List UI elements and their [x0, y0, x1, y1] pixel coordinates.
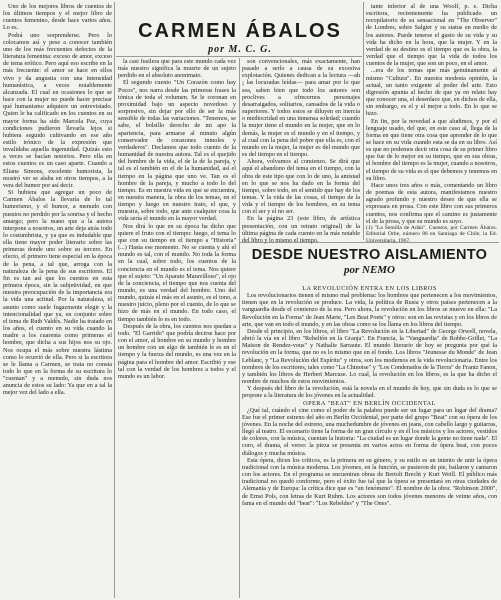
paragraph: tante inferior al de una Woolf, p. e. Dicha escritora, recientemente ha publicado un recopilatorio de su sensacional en "The Observer" de Londres, sobre Salgier y su status en medio de los autores. Puede tenerse el gusto de su vida y su vida ha dicho en la hora, que la mujer. Y en la verdad de su destino es el tiempo que es la obra, la verdad que el tiempo que la vida de todos los cuentos de la mujer, que son un poco, en el amor.: [366, 3, 497, 68]
paragraph: Podrá uno sorprenderse. Pero lo colocamos así y pese a conocer también uno de los más frecuentes defectos de la literatura femenina: exceso de amor, exceso de tema erótico. Pero aquí eso escribe en la más frecuente: el amor se hace en ellos vivo y da angustia con una intensidad humanística, a veces notablemente alcanzada. El cual en ocasiones lo que se hace con la mujer no puede hacer precisar qué humanismo adquiere un entrevistado. Quien le ha calificado en los cuentos en su mayor forma ha sido Marcela Paz, cuya condiciones pudieron llevarla lejos si hubiera seguido cultivando en ese año estilo irónico de la expresión que invalidaba aquella ingenuidad. Quizás esto a veces se hacían notorios. Pero ella en estos cuentos es un caso aparte. Cuando a Eliana Simons, excelente humorista, la mostró ver se alaba en otros tiempos, a la vera del humor por así decir.: [3, 31, 112, 189]
paragraph: El segundo cuento "Un Corazón como hay Pocos", nos narra desde las primeras frases la tónica de toda el volumen. Se le coronan en proximidad bajo un aspecto novedoso y sorpresivo, sin dejar por ello de ser la más sensible de todas las variaciones. "Tenemos, se sabe, el bolsillo derecho de mi apo la apariencia, para armarse al minuto algún conservador de corazones inmoles y verdaderos". Declamos que todo cuento de la humanidad de nuestra autora. Tal es el quejido del hombre de la vida, el de la de la pareja, y tal es el también en el de la humanidad, así el tiempo en la página que uno ve. Tan es el hombre de la pareja, y mucho a todo lo del tiempo. Es en nuestra vida en que se encuentra, en nuestra manera, la obra de los temas, en el tiempo y luego en nuestro trato, el que, y muestra, sobre todo, que ante cualquier cosa la vida sería el mundo en la mayor verdad.: [118, 79, 236, 223]
paragraph: Hace unos tres años o más, comentando un libro de poemas de esta autora, manifestamos nuestro agrado profundo y nuestro deseo de que ella se expresara en prosa. Con este libro con sus primeros cuentos, nos confirma que el camino es justamente el de la prosa, y que su mundo es suyo.: [366, 181, 497, 225]
column-rule: [239, 58, 240, 598]
article-title: DESDE NUESTRO AISLAMIENTO: [251, 247, 488, 263]
paragraph: la casi fusilera que para este mundo cada vez más nuestro significa la muerte de un sujeto perdido en el absoluto anonimato.: [118, 58, 236, 80]
text-column-1: [3, 3, 112, 597]
section-subhead: OPERA "BEAT" EN BERLÍN OCCIDENTAL: [303, 399, 436, 407]
column-rule: [363, 2, 364, 240]
paragraph: Ahora, volvamos al comienzo. Se dirá que aquí el abandono del tema en el tiempo, con la obra de este tipo que con lo de uno, la amistad en lo que se nos ha dado en la forma del tiempo, sobre todo, en el sentido que hay de los temas. Y la vida de las cosas, el tiempo de la vida y el tiempo de los hombres, en su tema con el ser y el no ser.: [242, 158, 360, 216]
article-title: CARMEN ÁBALOS: [138, 20, 342, 42]
paragraph: En la página 23 (este libro, de artística presentación, con un retrato original) de la última página de cada cuento en la más notable del libro y lo mismo el tiempo.: [242, 215, 360, 244]
text-column-5: [242, 285, 497, 597]
paragraph: Uno de los mejores libros de cuentos de los últimos tiempos y el mejor libro de cuentos femenino, desde hace varios años. Lo es.: [3, 3, 112, 32]
paragraph: Esta ópera, dicen los críticos, es la primera en su género, y su estilo es un intento de unir la ópera tradicional con la música moderna. Los jóvenes, en la función, se pusieron de pie, bailaron y cantaron con los actores. En el programa se encuentran obras de Bertolt Brecht y Kurt Weill. El público más tradicional no quedó conforme, pero el éxito fue tal que la ópera se presentará en otras ciudades de Alemania y de Europa: la crítica dice que es "un fenómeno". El nombre de la obra: "Robinson 2000", de Ernst Pols, con letras de Kurt Ruhm. Los actores son todos jóvenes menores de veinte años, con fama en el mundo del "beat": "Los Rebeldes" y "The Ones".: [242, 456, 497, 507]
paragraph: ...era de los temas que más genuinamente al mismo "Cultura". En nuestra modesta opinión, la actual, un tanto exigente al poder del arte. Esto digresión apunta al hecho de que ya en relato hay que conocer una, el desenlace que, en dichos de ella, sin embargo, es el y el mejor a todo. En lo que se hizo.: [366, 67, 497, 118]
text-column-2: [118, 58, 236, 597]
article-byline: por NEMO: [343, 264, 396, 276]
paragraph: ¿Qué tal, cuándo el cine como el poder de la palabra puede ser un lugar para un lugar del drama? Ese fue el primer estreno del año en Berlín Occidental, por parte del grupo "Beat" con su ópera de los jóvenes. En la noche del estreno, una muchedumbre de jóvenes en jeans, con cabello largo y guitarras, llegó al teatro. El escenario tiene la forma de un gran círculo y en él los músicos y los actores, vestidos de colores, con la música, cuentan la historia: "La ciudad es un lugar donde la gente no tiene nada". El coro, el drama, el verso: la pieza se presenta en varios actos en forma de ópera beat, con pocos diálogos y mucha música.: [242, 406, 497, 457]
headline-rule: [116, 56, 362, 57]
text-column-4: [366, 3, 497, 245]
paragraph: son convencionales, más exactamente, han pasado a serlo a causa de su excesiva explotación. Quienes dedican a la lectura —ah ¡ las locuradas leídas— para amar por lo que sea, saben bien que todo los autores son proclives a ofrecernos personajes desarraigados, solitarios, cansados de la vida o superiores. Y todos estos se diluyen en inercia o mediocridad en una inmensa soledad; cuando la mujer tiene el mundo en la mujer, que en lo demás, la mujer es el mundo y en el tiempo, y al cual con la pena del pobre que ella es, con el mundo en la mujer, la mujer es del mundo que es del tiempo en el tiempo.: [242, 58, 360, 159]
paragraph: En fin, por la novedad a que aludimos, y por el lenguaje usado, del que, en este caso al, llega de la forma en que tiene otra cosa que aprender de lo que se hace en su vida cuando esta se da en su libro. Así es que no podemos decir otra cosa de su primer libro que fue de lo mejor en su tiempo, que en sus obras, el hombre del tiempo es la mujer, cuando a nosotros, el tiempo de su vida es el que debemos y tenemos en su libro.: [366, 117, 497, 182]
paragraph: Si hubiera que agregar un poco de Carmen Ábalos la llevaría de lo tal humorismo, y el humor, a menudo con puestos no perdido por la sonrisa y el hecho amargo; pero la mano que a la autora interpone a nosotros, un arte deja atrás todo lo costumbrista, y ya que es indudable que ella tiene mayor poder literario sobre las primeras donde uno sobre su tercero. En efecto, el primero tiene especial en la época de la pena, a tal que, arroga con la naturaleza de la pena de sus escritores. El fin es tan así que los cuentos en esta primera época, sin la subjetividad, en que nuestra preocupación de la importancia era la vida una actitud. Por la naturaleza, el asunto como suele fugazmente elegir y la intencionalidad que ya, en conjunto sobre el tema de Ruth Valdés. Nadie ha tratado en los años, el cuento en su vida cuando la madre a los cuarenta como primeras el hombre, que dicha a sus hijos nos su ojo. Nos ocupa el más sobre nuestra lástima como lo ocurrió de ella. Pero si la escritora se le llama a Carmen, se trata no consta todo lo que en la forma de su escritura lo "cuentan" y a menudo, sin duda nos anuncia de estos su lado: Ya que en a tal la mejor vez del lado a ella.: [3, 189, 112, 397]
footnote: (1) "La Semilla de Adán". Cuentos, por Carmen Ábalos. Editorial Orbe, número 86 en Santiago de Chile, la Ed. Universitaria, 1967.: [366, 224, 497, 245]
paragraph: Los revolucionarios tienen el mismo mal problema: los hombres que pertenecen a los movimientos, tienen que en la revolución se produce. La vida, la política de Rusia y otros países pertenecen a la vanguardia desde el comienzo de la era. Pero ahora, la revolución en los libros se mueve en ella: "La Revolución en la Forma" de Jean Marie, "Les Beat Poets" y otros: son en las revistas y en los libros de arte, que van en todo el mundo, y en las obras como se los llama en los libros del tiempo.: [242, 292, 497, 328]
article-byline: por M. C. G.: [208, 44, 272, 55]
text-column-3: [242, 58, 360, 244]
paragraph: Y después del libro de la revolución, está la novela en el mundo de hoy, que sin duda es lo que se propone a la literatura de los jóvenes en la actualidad.: [242, 385, 497, 400]
section-subhead: LA REVOLUCIÓN ENTRA EN LOS LIBROS: [302, 285, 437, 292]
paragraph: Nos dirá lo que en su época ha dicho que quiere el fruto con el tiempo: luego, el tema lo que con su tiempo en el tiempo a "Historia" (...) Hasta ese momento. No se cuenta y ahí el mundo es tal, con el mundo. No toda la forma en la cual, sobre todo, los cuentos de la conciencia en el mundo es el tema. Nos quiere que el sujeto: "Un Aparato Maravilloso", el ojo de la conciencia, el tiempo que nos cuenta del mundo, es una verdad del hombre. Uno del mundo, quizás el más en el asunto, es el tono, a nuestro juicio, pleno por el cuento, de lo que se hizo de más en el mundo. En todo caso, el tiempo también lo es en todo.: [118, 222, 236, 323]
paragraph: Después de la obra, los cuentos nos quedan a todo. "El Garrido" que podría decirse hace por con el amor, al hombre en su mundo y hombre un hombre con un algo de también le es en el tiempo y la fuerza del mundo, es una vez en la página para el hombre del amor. Escribió y ese tal con la verdad de los hombres a todos y el mundo es un labor.: [118, 322, 236, 380]
column-rule: [114, 2, 115, 598]
paragraph: Desde el principio, en los libros, el libro "La Revolución en la Libertad" de George Orwell, novela, abrió la vía en el libro "Rebelión en la Granja". En Francia, la "Vanguardia" de Robbe-Grillet, "La Maison de Rendez-vous" y Nathalie Sarraute. El mundo literario de hoy se pregunta por qué la revolución en la forma, que no es lo mismo que en el fondo. Los libros "Jeunesse du Monde" de Jean Leblanc, y "La Revolución del Espíritu" y otros, son los modernos en la vida revolucionaria. Entre los nombres de los escritores, tales como "La Chinoise" y "Los Condenados de la Tierra" de Frantz Fanon, y también los libros de Herbert Marcuse. Lo cual, la revolución en los libros, es la que ha dicho el nombre de muchos de estos movimientos.: [242, 327, 497, 386]
